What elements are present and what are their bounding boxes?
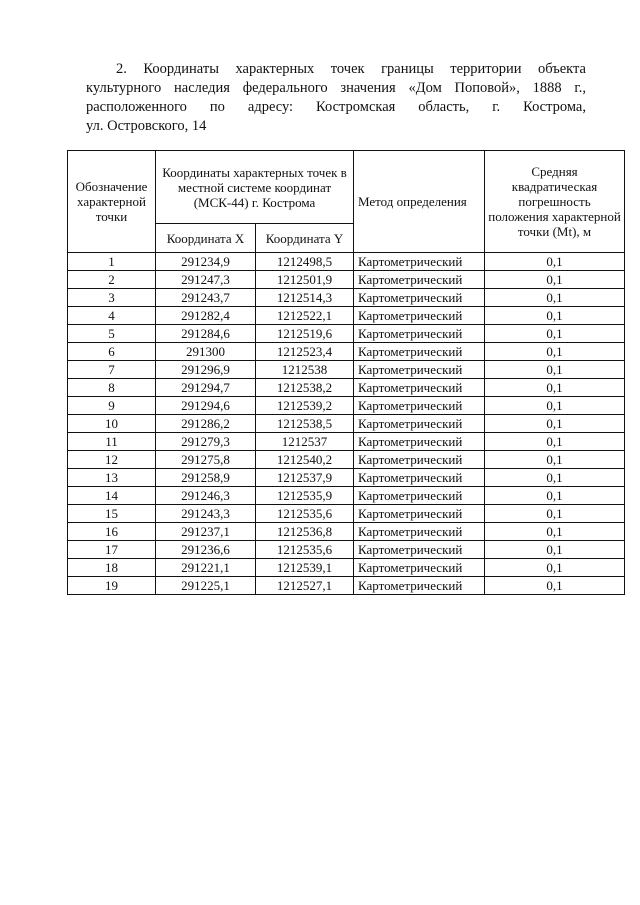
cell-point: 2 [68,271,156,289]
table-row [68,523,625,541]
cell-point: 11 [68,433,156,451]
cell-point: 14 [68,487,156,505]
cell-y: 1212536,8 [256,523,354,541]
cell-x: 291286,2 [156,415,256,433]
cell-mt: 0,1 [485,397,625,415]
coordinates-table [67,150,625,595]
cell-mt: 0,1 [485,505,625,523]
cell-y: 1212523,4 [256,343,354,361]
table-row [68,343,625,361]
header-y: Координата Y [256,224,354,253]
cell-y: 1212538,5 [256,415,354,433]
heading-line-1: 2. Координаты характерных точек границы территории объекта [116,61,586,77]
cell-method: Картометрический [354,577,485,595]
cell-y: 1212537 [256,433,354,451]
cell-point: 12 [68,451,156,469]
cell-point: 3 [68,289,156,307]
cell-method: Картометрический [354,415,485,433]
cell-x: 291234,9 [156,253,256,271]
cell-x: 291294,7 [156,379,256,397]
cell-mt: 0,1 [485,271,625,289]
cell-y: 1212527,1 [256,577,354,595]
header-method: Метод определения [354,151,485,253]
cell-point: 5 [68,325,156,343]
cell-method: Картометрический [354,433,485,451]
cell-x: 291296,9 [156,361,256,379]
cell-mt: 0,1 [485,415,625,433]
cell-x: 291225,1 [156,577,256,595]
table-row [68,361,625,379]
table-row [68,325,625,343]
header-point: Обозначение характерной точки [68,151,156,253]
table-row [68,271,625,289]
cell-y: 1212538,2 [256,379,354,397]
cell-method: Картометрический [354,325,485,343]
table-row [68,541,625,559]
cell-method: Картометрический [354,253,485,271]
cell-y: 1212519,6 [256,325,354,343]
cell-mt: 0,1 [485,541,625,559]
cell-point: 16 [68,523,156,541]
cell-mt: 0,1 [485,289,625,307]
cell-mt: 0,1 [485,343,625,361]
cell-method: Картометрический [354,361,485,379]
cell-method: Картометрический [354,451,485,469]
table-row [68,559,625,577]
cell-x: 291258,9 [156,469,256,487]
cell-x: 291237,1 [156,523,256,541]
cell-mt: 0,1 [485,361,625,379]
cell-x: 291221,1 [156,559,256,577]
cell-method: Картометрический [354,541,485,559]
cell-y: 1212535,6 [256,541,354,559]
table-row [68,307,625,325]
cell-y: 1212514,3 [256,289,354,307]
cell-method: Картометрический [354,379,485,397]
table-row [68,415,625,433]
cell-x: 291243,3 [156,505,256,523]
cell-mt: 0,1 [485,469,625,487]
cell-method: Картометрический [354,397,485,415]
cell-mt: 0,1 [485,523,625,541]
cell-mt: 0,1 [485,577,625,595]
cell-y: 1212522,1 [256,307,354,325]
table-row [68,451,625,469]
cell-y: 1212535,9 [256,487,354,505]
cell-method: Картометрический [354,559,485,577]
cell-y: 1212538 [256,361,354,379]
cell-x: 291275,8 [156,451,256,469]
cell-x: 291279,3 [156,433,256,451]
table-row [68,253,625,271]
cell-x: 291284,6 [156,325,256,343]
cell-method: Картометрический [354,505,485,523]
cell-x: 291243,7 [156,289,256,307]
cell-point: 19 [68,577,156,595]
table-row [68,469,625,487]
cell-y: 1212539,2 [256,397,354,415]
cell-mt: 0,1 [485,325,625,343]
header-x: Координата X [156,224,256,253]
table-row [68,397,625,415]
cell-mt: 0,1 [485,379,625,397]
cell-point: 1 [68,253,156,271]
cell-x: 291282,4 [156,307,256,325]
cell-point: 18 [68,559,156,577]
cell-method: Картометрический [354,487,485,505]
cell-x: 291294,6 [156,397,256,415]
cell-x: 291246,3 [156,487,256,505]
cell-x: 291247,3 [156,271,256,289]
table-row [68,487,625,505]
cell-method: Картометрический [354,343,485,361]
cell-method: Картометрический [354,523,485,541]
table-row [68,433,625,451]
header-error: Средняя квадратическая погрешность положения характерной точки (Mt), м [485,151,625,253]
table-row [68,289,625,307]
cell-mt: 0,1 [485,307,625,325]
cell-point: 13 [68,469,156,487]
cell-y: 1212539,1 [256,559,354,577]
cell-point: 9 [68,397,156,415]
cell-point: 6 [68,343,156,361]
cell-point: 17 [68,541,156,559]
cell-y: 1212498,5 [256,253,354,271]
cell-point: 15 [68,505,156,523]
document-heading [86,60,586,136]
cell-method: Картометрический [354,469,485,487]
table-body [68,253,625,595]
heading-line-4: ул. Островского, 14 [86,118,207,134]
cell-method: Картометрический [354,271,485,289]
cell-point: 10 [68,415,156,433]
cell-y: 1212537,9 [256,469,354,487]
cell-method: Картометрический [354,289,485,307]
cell-x: 291300 [156,343,256,361]
cell-point: 7 [68,361,156,379]
cell-y: 1212535,6 [256,505,354,523]
cell-mt: 0,1 [485,487,625,505]
heading-line-2: культурного наследия федерального значения «Дом Поповой», 1888 г., [86,80,586,96]
header-coords-group: Координаты характерных точек в местной системе координат (МСК-44) г. Кострома [156,151,354,224]
table-row [68,379,625,397]
cell-mt: 0,1 [485,559,625,577]
cell-point: 8 [68,379,156,397]
cell-mt: 0,1 [485,451,625,469]
cell-mt: 0,1 [485,433,625,451]
heading-line-3: расположенного по адресу: Костромская область, г. Кострома, [86,99,586,115]
cell-y: 1212501,9 [256,271,354,289]
table-row [68,577,625,595]
table-row [68,505,625,523]
cell-mt: 0,1 [485,253,625,271]
cell-point: 4 [68,307,156,325]
cell-method: Картометрический [354,307,485,325]
cell-x: 291236,6 [156,541,256,559]
cell-y: 1212540,2 [256,451,354,469]
